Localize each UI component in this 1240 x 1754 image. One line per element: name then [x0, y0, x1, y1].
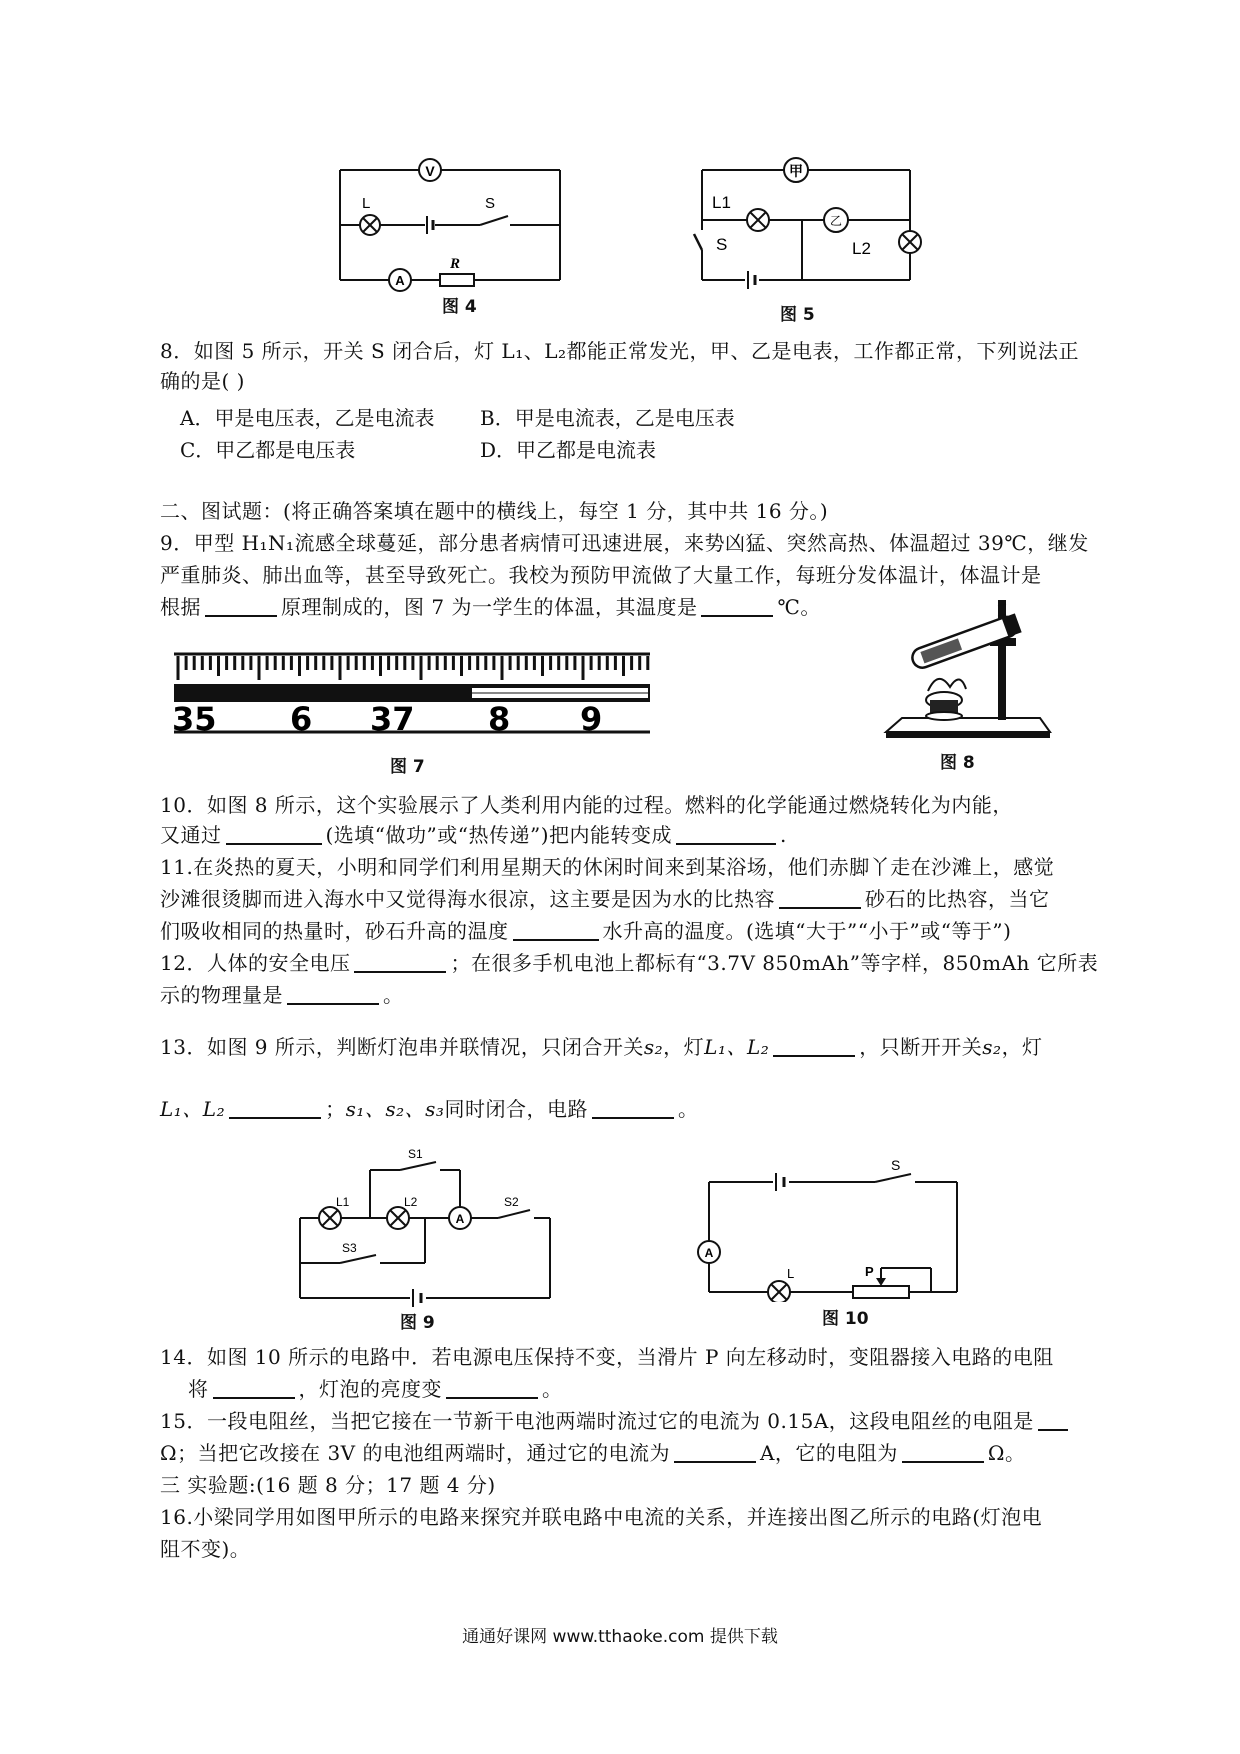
figure-7-caption: 图 7	[390, 757, 425, 777]
fig10-slider-label: P	[865, 1264, 874, 1279]
q12-blank-quantity[interactable]	[287, 983, 379, 1005]
section-2-heading: 二、图试题：(将正确答案填在题中的横线上，每空 1 分，其中共 16 分。)	[160, 499, 829, 523]
q9-line-2: 严重肺炎、肺出血等，甚至导致死亡。我校为预防甲流做了大量工作，每班分发体温计，体温计是	[160, 563, 1042, 587]
switch-icon	[480, 215, 510, 227]
figure-8-apparatus	[880, 596, 1060, 746]
fig9-s2-label: S2	[504, 1195, 519, 1209]
q13-text-b: ，灯	[663, 1035, 705, 1059]
page-footer: 通通好课网 www.tthaoke.com 提供下载	[462, 1627, 778, 1647]
figure-8-caption: 图 8	[940, 753, 975, 773]
q9-line-1: 9．甲型 H₁N₁流感全球蔓延，部分患者病情可迅速进展，来势凶猛、突然高热、体温超过 39℃，继发	[160, 531, 1089, 555]
q13-text-e: ；	[325, 1097, 346, 1121]
q8-option-a[interactable]: A．甲是电压表，乙是电流表	[180, 406, 435, 430]
q14-blank-resistance[interactable]	[213, 1377, 295, 1399]
fig5-meter-mid-label: 乙	[829, 214, 843, 228]
fig5-meter-top-label: 甲	[789, 164, 803, 180]
fig7-label-8: 8	[488, 700, 511, 738]
q11-blank-temperature-rise[interactable]	[513, 919, 599, 941]
q14-text-b: ，灯泡的亮度变	[298, 1377, 442, 1401]
lamp-icon	[360, 215, 380, 235]
q15-blank-resistance-1[interactable]	[1038, 1409, 1068, 1431]
q10-blank-method[interactable]	[226, 823, 322, 845]
q12-line-1	[160, 948, 1098, 978]
figure-5-caption: 图 5	[780, 305, 815, 325]
lamp-l1-icon	[747, 209, 769, 231]
fig7-label-35: 35	[172, 700, 217, 738]
fig5-lamp2-label: L2	[852, 239, 871, 258]
fig4-voltmeter-label: V	[425, 163, 435, 179]
lamp-l1-icon	[319, 1207, 341, 1229]
resistor-icon	[440, 274, 474, 286]
q11-text-b: 砂石的比热容，当它	[865, 887, 1050, 911]
fig9-ammeter-label: A	[455, 1212, 465, 1226]
battery-icon	[773, 1172, 789, 1192]
switch-s3-icon	[340, 1255, 380, 1267]
q13-text-g: 。	[677, 1097, 699, 1121]
q15-line-1	[160, 1406, 1072, 1436]
switch-s2-icon	[498, 1210, 534, 1222]
q10-line-2	[160, 820, 787, 850]
fig4-switch-label: S	[485, 195, 496, 212]
figure-9-caption: 图 9	[400, 1313, 435, 1333]
q10-text-b: (选填“做功”或“热传递”)把内能转变成	[325, 823, 673, 847]
q16-line-1: 16.小梁同学用如图甲所示的电路来探究并联电路中电流的关系，并连接出图乙所示的电路(灯泡电	[160, 1505, 1043, 1529]
q15-line-2	[160, 1438, 1026, 1468]
figure-10-circuit	[695, 1152, 975, 1302]
q8-line-1: 8．如图 5 所示，开关 S 闭合后，灯 L₁、L₂都能正常发光，甲、乙是电表，工作都正常，下列说法正	[160, 339, 1080, 363]
switch-icon	[694, 234, 702, 250]
q13-text-c: ，只断开开关	[859, 1035, 983, 1059]
q11-line-2	[160, 884, 1050, 914]
q14-text-c: 。	[542, 1377, 563, 1401]
battery-icon	[425, 216, 435, 234]
figure-10-caption: 图 10	[822, 1309, 869, 1329]
q12-text-a: 12．人体的安全电压	[160, 951, 351, 975]
q10-text-a: 又通过	[160, 823, 222, 847]
q15-blank-resistance-2[interactable]	[902, 1441, 984, 1463]
q9-text-a: 根据	[160, 595, 201, 619]
q14-blank-brightness[interactable]	[446, 1377, 538, 1399]
q11-text-a: 沙滩很烫脚而进入海水中又觉得海水很凉，这主要是因为水的比热容	[160, 887, 775, 911]
q13-blank-3[interactable]	[592, 1097, 674, 1119]
fig10-lamp-label: L	[787, 1266, 795, 1281]
fig7-label-6: 6	[290, 700, 313, 738]
q13-line-2	[160, 1094, 698, 1124]
q13-l1l2-a: L₁、L₂	[704, 1035, 770, 1059]
fig10-switch-label: S	[891, 1157, 901, 1173]
lamp-icon	[768, 1281, 790, 1302]
fig4-ammeter-label: A	[395, 273, 405, 288]
switch-icon	[875, 1174, 915, 1186]
q14-line-2	[188, 1374, 563, 1404]
fig9-l2-label: L2	[404, 1195, 418, 1209]
q10-line-1: 10．如图 8 所示，这个实验展示了人类利用内能的过程。燃料的化学能通过燃烧转化为内能，	[160, 793, 1013, 817]
q13-s2-a: s₂	[643, 1035, 664, 1059]
fig5-lamp1-label: L1	[712, 193, 731, 212]
q12-line-2	[160, 980, 404, 1010]
fig5-switch-label: S	[716, 235, 728, 254]
fig7-label-9: 9	[580, 700, 603, 738]
battery-icon	[745, 270, 759, 290]
q12-text-b: ；在很多手机电池上都标有“3.7V 850mAh”等字样，850mAh 它所表	[450, 951, 1099, 975]
q11-text-c: 们吸收相同的热量时，砂石升高的温度	[160, 919, 509, 943]
q13-blank-1[interactable]	[773, 1035, 855, 1057]
q15-text-d: Ω。	[987, 1441, 1026, 1465]
q8-option-b[interactable]: B．甲是电流表，乙是电压表	[480, 406, 735, 430]
q13-s2-b: s₂	[982, 1035, 1002, 1059]
q8-option-d[interactable]: D．甲乙都是电流表	[480, 438, 657, 462]
q9-text-b: 原理制成的，图 7 为一学生的体温，其温度是	[281, 595, 698, 619]
figure-7-thermometer	[172, 646, 652, 738]
fig10-ammeter-label: A	[704, 1246, 714, 1260]
q14-text-a: 将	[188, 1377, 209, 1401]
q8-line-2: 确的是( )	[160, 369, 245, 393]
q16-line-2: 阻不变)。	[160, 1537, 251, 1561]
q10-blank-energy[interactable]	[676, 823, 776, 845]
q11-line-3	[160, 916, 1011, 946]
switch-s1-icon	[400, 1162, 440, 1174]
q11-line-1: 11.在炎热的夏天，小明和同学们利用星期天的休闲时间来到某浴场，他们赤脚丫走在沙滩上，感觉	[160, 855, 1055, 879]
q9-text-c: ℃。	[777, 595, 821, 619]
q9-blank-temperature[interactable]	[701, 595, 773, 617]
q15-text-a: 15．一段电阻丝，当把它接在一节新干电池两端时流过它的电流为 0.15A，这段电阻丝的电阻是	[160, 1409, 1034, 1433]
fig7-label-37: 37	[370, 700, 415, 738]
q11-text-d: 水升高的温度。(选填“大于”“小于”或“等于”)	[602, 919, 1012, 943]
lamp-l2-icon	[899, 231, 921, 253]
q8-option-c[interactable]: C．甲乙都是电压表	[180, 438, 356, 462]
fig4-resistor-label: R	[450, 256, 461, 272]
fig9-s3-label: S3	[342, 1241, 357, 1255]
q13-text-d: ，灯	[1001, 1035, 1043, 1059]
q9-blank-principle[interactable]	[205, 595, 277, 617]
battery-icon	[410, 1288, 426, 1308]
q13-text-f: 同时闭合，电路	[444, 1097, 588, 1121]
q13-text-a: 13．如图 9 所示，判断灯泡串并联情况，只闭合开关	[160, 1035, 644, 1059]
q13-line-1	[160, 1032, 1043, 1062]
q11-blank-heat-capacity[interactable]	[779, 887, 861, 909]
q14-line-1: 14．如图 10 所示的电路中．若电源电压保持不变，当滑片 P 向左移动时，变阻器接入电路的电阻	[160, 1345, 1054, 1369]
figure-9-circuit	[290, 1148, 570, 1308]
lamp-l2-icon	[387, 1207, 409, 1229]
figure-4-caption: 图 4	[442, 297, 477, 317]
q10-text-c: .	[780, 823, 787, 847]
q15-text-c: A，它的电阻为	[759, 1441, 898, 1465]
q13-blank-2[interactable]	[229, 1097, 321, 1119]
fig9-l1-label: L1	[336, 1195, 350, 1209]
q12-text-c: 示的物理量是	[160, 983, 283, 1007]
q15-text-b: Ω；当把它改接在 3V 的电池组两端时，通过它的电流为	[160, 1441, 670, 1465]
fig9-s1-label: S1	[408, 1148, 423, 1161]
q13-l1l2-b: L₁、L₂	[160, 1097, 226, 1121]
figure-4-circuit	[330, 150, 570, 300]
q12-blank-safe-voltage[interactable]	[354, 951, 446, 973]
figure-5-circuit	[690, 150, 930, 300]
section-3-heading: 三 实验题:(16 题 8 分；17 题 4 分)	[160, 1473, 496, 1497]
q9-line-3	[160, 592, 821, 622]
q15-blank-current[interactable]	[674, 1441, 756, 1463]
q13-switches: s₁、s₂、s₃	[345, 1097, 445, 1121]
fig4-lamp-label: L	[362, 195, 371, 212]
rheostat-icon	[853, 1278, 909, 1298]
q12-text-d: 。	[383, 983, 404, 1007]
